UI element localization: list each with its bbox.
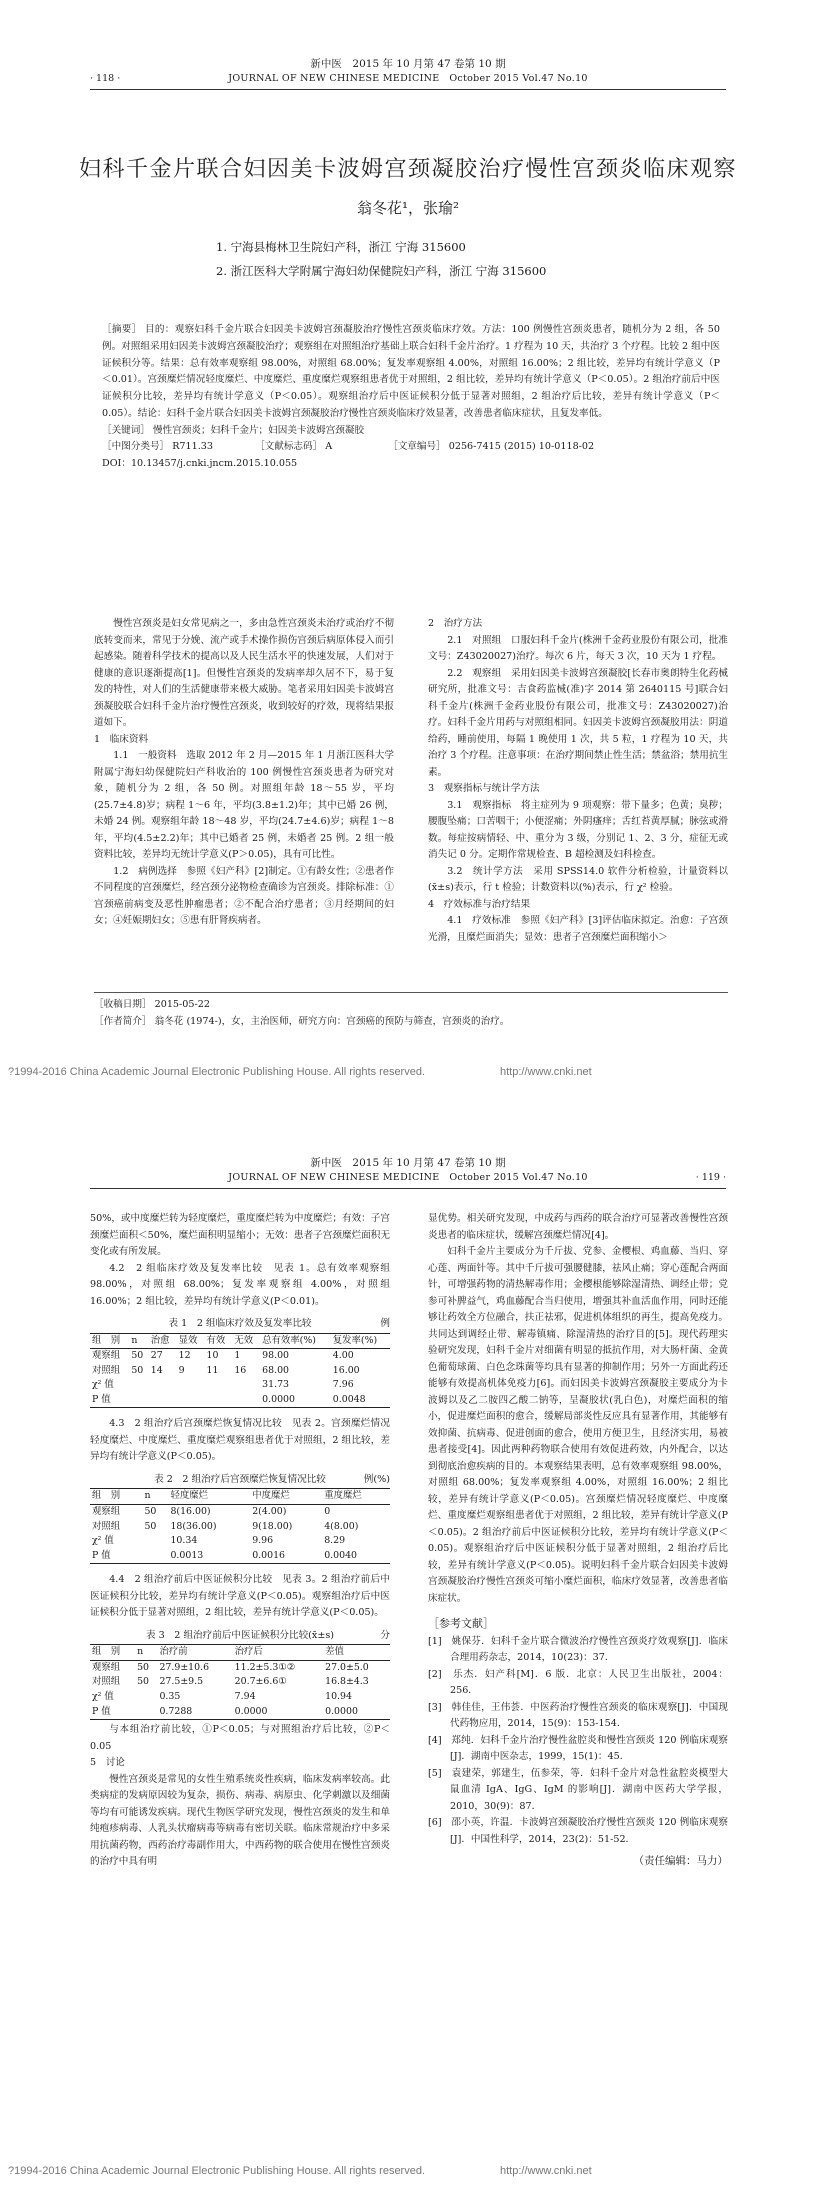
affiliation-2: 2. 浙江医科大学附属宁海妇幼保健院妇产科，浙江 宁海 315600 (216, 264, 547, 278)
table-row (90, 1504, 390, 1519)
references-list (428, 1634, 728, 1849)
table-cell: χ² 值 (92, 1691, 114, 1703)
table-header-cell: 组 别 (90, 1645, 135, 1661)
table-cell: 9(18.00) (252, 1520, 293, 1532)
table-cell: P 值 (90, 1705, 135, 1720)
table-cell: 0.0000 (323, 1705, 390, 1720)
body-paragraph: 妇科千金片主要成分为千斤拔、党参、金樱根、鸡血藤、当归、穿心莲、两面针等。其中千斤拔可强腰健膝，祛风止痛；穿心莲配合两面针，可增强药物的清热解毒作用；金樱根能够除湿清热、调经止带；党参可补脾益气，鸡血藤配合当归使用，增强其补血活血作用，同时还能够让药效全方位融合，扶正祛邪，促进机体组织的再生，提高免疫力。共同达到调经止带、解毒镇痛、除湿清热的治疗目的[5]。现代药理实验研究发现，妇科千金片对细菌有明显的抵抗作用，对大肠杆菌、金黄色葡萄球菌、白色念珠菌等均具有显著的抑制作用；另外一方面此药还能够有效提高机体免疫力[6]。而妇因美卡波姆宫颈凝胶主要成分为卡波姆以及乙二胺四乙酸二钠等，呈凝胶状(乳白色)，对糜烂面积的缩小，促进糜烂面积的愈合，缓解局部炎性反应具有显著作用，其能够有效抑菌、抗病毒、促进创面的愈合，使用方便卫生，且经济实用，易被患者接受[4]。因此两种药物联合使用有效促进药效，内外配合，以达到彻底治愈疾病的目的。本观察结果表明，总有效率观察组 98.00%，对照组 68.00%；复发率观察组 4.00%，对照组 16.00%；2 组比较，差异有统计学意义(P＜0.05)。宫颈糜烂情况轻度糜烂、中度糜烂、重度糜烂观察组患者优于对照组，2 组比较，差异有统计学意义(P＜0.05)。2 组治疗前后中医证候积分比较，差异均有统计学意义(P＜0.05)。观察组治疗后中医证候积分低于显著对照组，2 组治疗后比较，差异有统计学意义(P＜0.05)。说明妇科千金片联合妇因美卡波姆宫颈凝胶治疗慢性宫颈炎可缩小糜烂面积，临床疗效显著，改善患者临床症状。 (428, 1246, 728, 1604)
section-heading: 1 临床资料 (94, 733, 149, 745)
table-row (90, 1520, 390, 1535)
copyright-notice: ?1994-2016 China Academic Journal Electronic Publishing House. All rights reserved. (8, 1066, 426, 1078)
table-cell (129, 1393, 148, 1408)
table-cell: 11.2±5.3①② (234, 1661, 296, 1673)
table-header-row (90, 1489, 390, 1505)
table-cell: 16.8±4.3 (325, 1676, 369, 1688)
table-header-cell: 组 别 (90, 1489, 142, 1505)
affiliation-1: 1. 宁海县梅林卫生院妇产科，浙江 宁海 315600 (216, 240, 466, 254)
table-cell: 27.5±9.5 (159, 1676, 204, 1688)
table-3 (90, 1628, 390, 1755)
table-cell: 16 (234, 1364, 247, 1376)
table-cell: 0.0000 (233, 1705, 323, 1720)
table-cell: 4.00 (332, 1350, 354, 1362)
table-cell: 98.00 (262, 1350, 290, 1362)
table-header-cell: 中度糜烂 (250, 1489, 322, 1505)
table-cell (149, 1378, 177, 1393)
table-cell: 4(8.00) (324, 1520, 359, 1532)
table-header-cell: 治疗后 (233, 1645, 323, 1661)
table-2-grid (90, 1488, 390, 1564)
abstract-text: ［摘要］ 目的：观察妇科千金片联合妇因美卡波姆宫颈凝胶治疗慢性宫颈炎临床疗效。方法：100 例慢性宫颈炎患者，随机分为 2 组，各 50 例。对照组采用妇因美卡波姆宫颈凝胶治疗；观察组在对照组治疗基础上联合妇科千金片治疗。1 疗程为 10 天，共治疗 3 个疗程。比较 2 组中医证候积分等。结果：总有效率观察组 98.00%，对照组 68.00%；复发率观察组 4.00%，对照组 16.00%；2 组比较，差异均有统计学意义（P＜0.01）。宫颈糜烂情况轻度糜烂、中度糜烂、重度糜烂观察组患者优于对照组，2 组比较，差异均有统计学意义（P＜0.05）。2 组治疗前后中医证候积分比较，差异均有统计学意义（P＜0.05）。观察组治疗后中医证候积分低于显著对照组，2 组治疗后比较，差异有统计学意义（P＜0.05）。结论：妇科千金片联合妇因美卡波姆宫颈凝胶治疗慢性宫颈炎临床疗效显著，改善患者临床症状，且复发率低。 (102, 324, 720, 419)
right-column (428, 616, 728, 946)
table-3-caption: 表 3 2 组治疗前后中医证候积分比较(x̄±s) 分 (90, 1628, 390, 1645)
page-number: · 119 · (695, 1172, 726, 1183)
table-header-cell: n (135, 1645, 157, 1661)
footnote-divider (94, 992, 728, 993)
table-cell: 68.00 (262, 1364, 290, 1376)
body-paragraph: 显优势。相关研究发现，中成药与西药的联合治疗可显著改善慢性宫颈炎患者的临床症状，缓解宫颈糜烂情况[4]。 (428, 1213, 728, 1241)
body-paragraph: 慢性宫颈炎是妇女常见病之一，多由急性宫颈炎未治疗或治疗不彻底转变而来，常见于分娩、流产或手术操作损伤宫颈后病原体侵入而引起感染。随着科学技术的提高以及人民生活水平的快速发展，人们对于健康的意识逐渐提高[1]。但慢性宫颈炎的发病率却久居不下，易于复发的特性，对人们的生活健康带来极大威胁。笔者采用妇因美卡波姆宫颈凝胶联合妇科千金片治疗慢性宫颈炎，收到较好的疗效，现将结果报道如下。 (94, 618, 394, 728)
reference-item: [2] 乐杰．妇产科[M]．6 版．北京：人民卫生出版社，2004：256． (428, 1668, 728, 1697)
table-cell: 对照组 (92, 1520, 121, 1532)
body-paragraph: 50%，或中度糜烂转为轻度糜烂，重度糜烂转为中度糜烂；有效：子宫颈糜烂面积＜50%，糜烂面积明显缩小；无效：患者子宫颈糜烂面积无变化或有所发展。 (90, 1213, 390, 1257)
body-paragraph: 3.1 观察指标 将主症列为 9 项观察：带下量多；色黄；臭秽；腰腹坠痛；口苦咽干；小便涩痛；外阴瘙痒；舌红苔黄厚腻；脉弦或滑数。每症按病情轻、中、重分为 3 级，分别记 1、2、3 分，症征无或消失记 0 分。定期作常规检查、B 超检测及妇科检查。 (428, 799, 728, 860)
table-cell: 50 (144, 1520, 157, 1532)
body-paragraph: 2.1 对照组 口服妇科千金片(株洲千金药业股份有限公司，批准文号：Z43020027)治疗。每次 6 片，每天 3 次，10 天为 1 疗程。 (428, 634, 728, 662)
table-row (90, 1660, 390, 1675)
table-cell: χ² 值 (92, 1535, 114, 1547)
table-1 (90, 1316, 390, 1408)
article-authors: 翁冬花¹，张瑜² (356, 199, 460, 217)
table-cell: 50 (131, 1364, 144, 1376)
table-row (90, 1690, 390, 1705)
table-3-unit: 分 (380, 1629, 390, 1641)
table-header-cell: 组 别 (90, 1333, 129, 1349)
responsible-editor: （责任编辑：马力） (633, 1855, 728, 1868)
cnki-url: http://www.cnki.net (500, 2165, 592, 2177)
page-header (90, 1155, 726, 1189)
table-cell (149, 1393, 177, 1408)
body-paragraph: 1.1 一般资料 选取 2012 年 2 月—2015 年 1 月浙江医科大学附属宁海妇幼保健院妇产科收治的 100 例慢性宫颈炎患者为研究对象，随机分为 2 组，各 50 例。对照组年龄 18～55 岁，平均(25.7±4.8)岁；病程 1～6 年，平均(3.8±1.2)年；其中已婚 26 例，未婚 24 例。观察组年龄 18～48 岁，平均(24.7±4.6)岁；病程 1～8 年，平均(4.5±2.2)年；其中已婚者 25 例，未婚者 25 例。2 组一般资料比较，差异均无统计学意义(P＞0.05)，具有可比性。 (94, 750, 394, 860)
discussion-start (90, 1755, 390, 1871)
table-header-cell: 轻度糜烂 (168, 1489, 250, 1505)
reference-item: [5] 袁建荣，郭建生，伍参荣，等．妇科千金片对急性盆腔炎模型大鼠血清 IgA、IgG、IgM 的影响[J]．湖南中医药大学学报，2010，30(9)：87． (428, 1767, 728, 1812)
classification-row (96, 439, 720, 456)
table-cell (232, 1393, 260, 1408)
table-cell: χ² 值 (92, 1379, 114, 1391)
table-cell: 0.0013 (168, 1549, 250, 1564)
table-cell: 10 (206, 1350, 219, 1362)
cnki-url: http://www.cnki.net (500, 1066, 592, 1078)
reference-item: [6] 邵小英，许温．卡波姆宫颈凝胶治疗慢性宫颈炎 120 例临床观察[J]．中国性科学，2014，23(2)：51-52． (428, 1817, 728, 1845)
copyright-notice: ?1994-2016 China Academic Journal Electronic Publishing House. All rights reserved. (8, 2165, 426, 2177)
table-cell: 31.73 (262, 1379, 290, 1391)
table-cell: 12 (178, 1350, 191, 1362)
table-3-note: 与本组治疗前比较，①P＜0.05；与对照组治疗后比较，②P＜0.05 (90, 1724, 390, 1752)
table-cell: 0.7288 (157, 1705, 232, 1720)
table-cell (129, 1378, 148, 1393)
table-header-row (90, 1645, 390, 1661)
journal-name-en: JOURNAL OF NEW CHINESE MEDICINE October 2015 Vol.47 No.10 (228, 1172, 588, 1183)
results-intro (90, 1211, 390, 1310)
author-bio: ［作者简介］ 翁冬花 (1974-)，女，主治医师，研究方向：宫颈癌的预防与筛查，宫颈炎的治疗。 (94, 1016, 510, 1028)
table-cell: 27.0±5.0 (325, 1661, 369, 1673)
section-heading: 2 治疗方法 (428, 618, 483, 629)
table-row (90, 1549, 390, 1564)
keywords: ［关键词］ 慢性宫颈炎；妇科千金片；妇因美卡波姆宫颈凝胶 (102, 424, 365, 436)
article-id: ［文章编号］ 0256-7415 (2015) 10-0118-02 (388, 441, 595, 453)
table-2-caption: 表 2 2 组治疗后宫颈糜烂恢复情况比较 例(%) (90, 1472, 390, 1489)
section-4-3: 4.3 2 组治疗后宫颈糜烂恢复情况比较 见表 2。宫颈糜烂情况轻度糜烂、中度糜烂、重度糜烂观察组患者优于对照组，2 组比较，差异均有统计学意义(P＜0.05)。 (90, 1418, 390, 1463)
references-heading: ［参考文献］ (428, 1617, 494, 1630)
table-row (90, 1534, 390, 1549)
table-cell: P 值 (90, 1549, 142, 1564)
received-date: ［收稿日期］ 2015-05-22 (94, 999, 210, 1010)
table-2 (90, 1472, 390, 1564)
table-cell: 1 (234, 1350, 241, 1362)
table-header-cell: n (142, 1489, 168, 1505)
reference-item: [4] 郑纯．妇科千金片治疗慢性盆腔炎和慢性宫颈炎 120 例临床观察[J]．湖南中医杂志，1999，15(1)：45． (428, 1734, 728, 1763)
body-paragraph: 4.2 2 组临床疗效及复发率比较 见表 1。总有效率观察组 98.00%，对照组 68.00%；复发率观察组 4.00%，对照组 16.00%；2 组比较，差异均有统计学意义(P＜0.01)。 (90, 1262, 390, 1307)
table-cell: 8(16.00) (170, 1505, 211, 1517)
left-column (94, 616, 394, 930)
table-cell (177, 1393, 205, 1408)
table-cell: 16.00 (332, 1364, 360, 1376)
table-row (90, 1378, 390, 1393)
table-cell: 10.34 (170, 1535, 198, 1547)
reference-item: [3] 韩佳佳，王伟荟．中医药治疗慢性宫颈炎的临床观察[J]．中国现代药物应用，2014，15(9)：153-154． (428, 1701, 728, 1730)
reference-item: [1] 姚保芬．妇科千金片联合微波治疗慢性宫颈炎疗效观察[J]．临床合理用药杂志，2014，10(23)：37． (428, 1635, 728, 1664)
table-row (90, 1675, 390, 1690)
table-cell: 0.0040 (322, 1549, 390, 1564)
table-cell: 27 (150, 1350, 163, 1362)
table-cell: 11 (206, 1364, 219, 1376)
table-cell (204, 1378, 232, 1393)
table-row (90, 1393, 390, 1408)
table-header-cell: n (129, 1333, 148, 1349)
document-code: ［文献标志码］ A (255, 441, 333, 453)
table-cell: 8.29 (324, 1535, 346, 1547)
table-cell: 2(4.00) (252, 1505, 287, 1517)
page-header (90, 56, 726, 90)
clc-number: ［中图分类号］ R711.33 (102, 441, 213, 453)
table-3-grid (90, 1644, 390, 1720)
footnote-block (94, 996, 728, 1031)
table-cell: 0.0016 (250, 1549, 322, 1564)
table-cell (142, 1534, 168, 1549)
table-header-cell: 无效 (232, 1333, 260, 1349)
section-heading: 3 观察指标与统计学方法 (428, 783, 540, 794)
table-header-cell: 治愈 (149, 1333, 177, 1349)
table-cell: 50 (137, 1676, 150, 1688)
table-cell: 对照组 (92, 1676, 121, 1688)
left-column (90, 1211, 390, 1871)
article-title: 妇科千金片联合妇因美卡波姆宫颈凝胶治疗慢性宫颈炎临床观察 (78, 157, 737, 182)
table-cell: 0.0048 (331, 1393, 390, 1408)
table-cell: P 值 (90, 1393, 129, 1408)
table-cell (135, 1705, 157, 1720)
table-cell: 9 (178, 1364, 185, 1376)
table-cell: 观察组 (92, 1505, 121, 1517)
table-cell (232, 1378, 260, 1393)
table-cell (142, 1549, 168, 1564)
table-header-cell: 有效 (204, 1333, 232, 1349)
table-cell: 0.0000 (260, 1393, 331, 1408)
table-2-unit: 例(%) (363, 1473, 390, 1485)
body-paragraph: 3.2 统计学方法 采用 SPSS14.0 软件分析检验，计量资料以(x̄±s)表示，行 t 检验；计数资料以(%)表示，行 χ² 检验。 (428, 865, 728, 893)
abstract-block (96, 322, 720, 473)
table-1-unit: 例 (380, 1318, 390, 1329)
journal-page-119 (0, 1099, 816, 2198)
table-cell: 对照组 (92, 1364, 121, 1376)
right-column (428, 1211, 728, 1870)
journal-name-cn: 新中医 2015 年 10 月第 47 卷第 10 期 (310, 1157, 506, 1169)
section-heading: 5 讨论 (90, 1757, 125, 1769)
table-cell: 9.96 (252, 1535, 274, 1547)
table-header-cell: 显效 (177, 1333, 205, 1349)
table-cell (177, 1378, 205, 1393)
table-1-grid (90, 1333, 390, 1409)
body-paragraph: 1.2 病例选择 参照《妇产科》[2]制定。①有龄女性；②患者作不同程度的宫颈糜烂，经宫颈分泌物检查确诊为宫颈炎。排除标准：①宫颈癌前病变及恶性肿瘤患者；②不配合治疗患者；③月经期间的妇女；④妊娠期妇女；⑤患有肝肾疾病者。 (94, 865, 394, 926)
discussion-continued (428, 1211, 728, 1607)
body-paragraph: 慢性宫颈炎是常见的女性生殖系统炎性疾病，临床发病率较高。此类病症的发病原因较为复杂，损伤、病毒、病原虫、化学刺激以及细菌等均有可能诱发疾病。现代生物医学研究发现，慢性宫颈炎的发生和单纯疱疹病毒、人乳头状瘤病毒等病毒有密切关联。临床常规治疗中多采用抗菌药物，西药治疗毒副作用大，中西药物的联合使用在慢性宫颈炎的治疗中具有明 (90, 1773, 390, 1868)
table-1-caption: 表 1 2 组临床疗效及复发率比较 例 (90, 1316, 390, 1333)
table-header-cell: 重度糜烂 (322, 1489, 390, 1505)
body-paragraph: 2.2 观察组 采用妇因美卡波姆宫颈凝胶[长春市奥朗特生化药械研究所，批准文号：吉食药监械(准)字 2014 第 2640115 号]联合妇科千金片(株洲千金药业股份有限公司，批准文号：Z43020027)治疗。妇科千金片用药与对照组相同。妇因美卡波姆宫颈凝胶用法：阴道给药，睡前使用，每隔 1 晚使用 1 次，共 5 粒，1 疗程为 10 天，共治疗 3 个疗程。注意事项：在治疗期间禁止性生活；禁盆浴；禁用抗生素。 (428, 667, 729, 778)
table-cell: 0 (324, 1505, 331, 1517)
table-cell: 14 (150, 1364, 163, 1376)
table-cell (204, 1393, 232, 1408)
doi: DOI：10.13457/j.cnki.jncm.2015.10.055 (102, 458, 298, 470)
body-paragraph: 4.1 疗效标准 参照《妇产科》[3]评估临床拟定。治愈：子宫颈光滑，且糜烂面消失；显效：患者子宫颈糜烂面积缩小＞ (428, 915, 728, 943)
section-heading: 4 疗效标准与治疗结果 (428, 898, 531, 910)
table-cell: 18(36.00) (170, 1520, 217, 1532)
table-row (90, 1364, 390, 1379)
table-cell: 7.96 (332, 1379, 354, 1391)
table-cell: 50 (131, 1350, 144, 1362)
journal-name-cn: 新中医 2015 年 10 月第 47 卷第 10 期 (310, 58, 506, 70)
section-4-4: 4.4 2 组治疗前后中医证候积分比较 见表 3。2 组治疗前后中医证候积分比较，差异均有统计学意义(P＜0.05)。观察组治疗后中医证候积分低于显著对照组，2 组比较，差异有统计学意义(P＜0.05)。 (90, 1574, 390, 1619)
table-cell: 观察组 (92, 1661, 121, 1673)
table-cell (135, 1690, 157, 1705)
table-cell: 20.7±6.6① (234, 1676, 287, 1688)
table-cell: 50 (137, 1661, 150, 1673)
table-cell: 27.9±10.6 (159, 1661, 210, 1673)
table-header-cell: 治疗前 (157, 1645, 232, 1661)
table-row (90, 1349, 390, 1364)
table-row (90, 1705, 390, 1720)
table-cell: 10.94 (325, 1691, 352, 1703)
journal-name-en: JOURNAL OF NEW CHINESE MEDICINE October 2015 Vol.47 No.10 (228, 73, 588, 84)
table-cell: 50 (144, 1505, 157, 1517)
table-header-row (90, 1333, 390, 1349)
table-header-cell: 总有效率(%) (260, 1333, 331, 1349)
table-header-cell: 复发率(%) (331, 1333, 390, 1349)
table-header-cell: 差值 (323, 1645, 390, 1661)
table-cell: 观察组 (92, 1350, 121, 1362)
table-cell: 7.94 (234, 1691, 256, 1703)
table-cell: 0.35 (159, 1691, 181, 1703)
page-number: · 118 · (90, 73, 121, 84)
